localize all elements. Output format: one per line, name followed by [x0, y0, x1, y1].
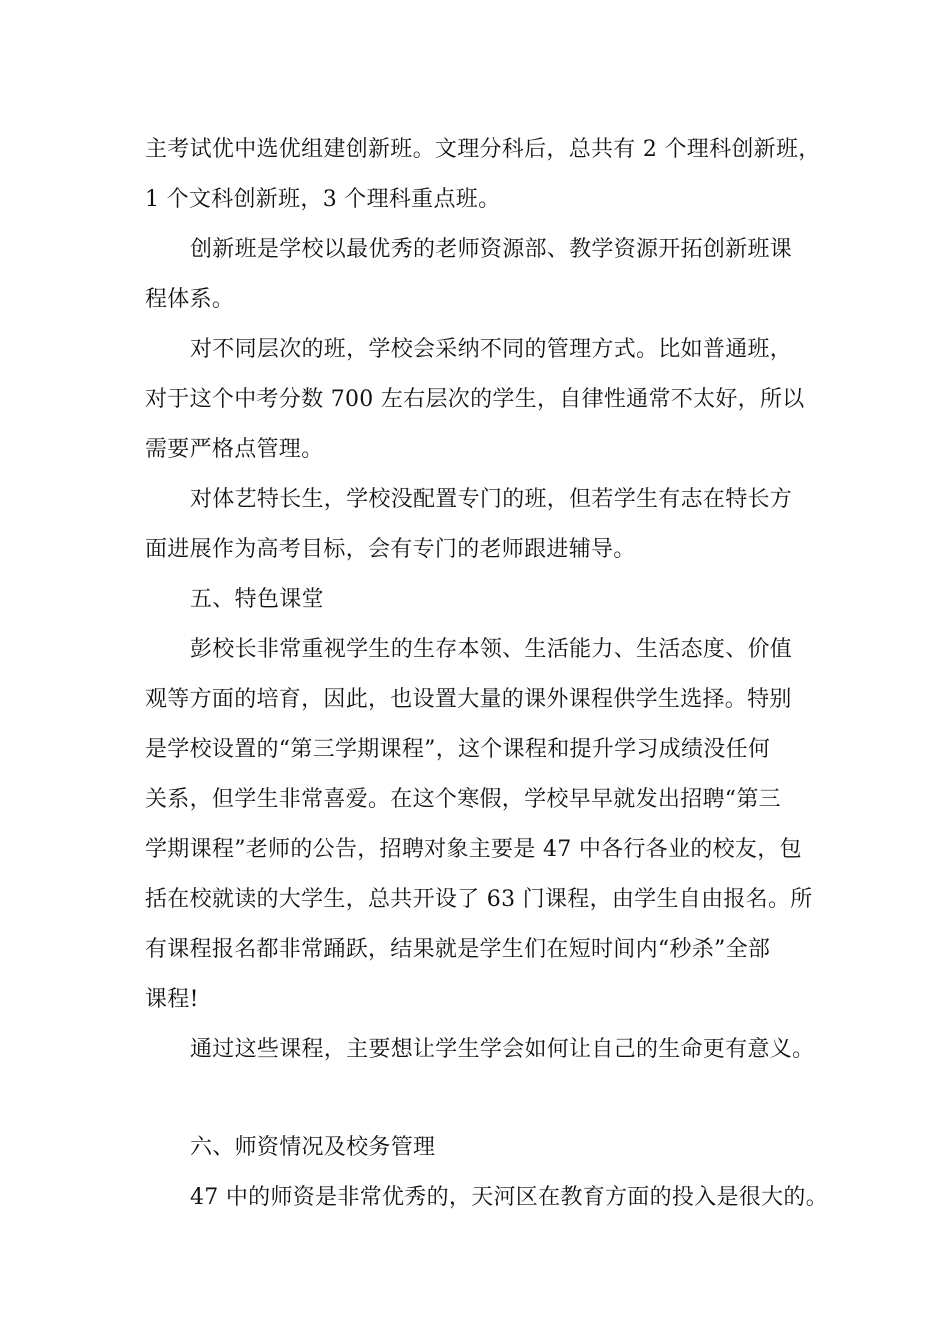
- text-line: 需要严格点管理。: [145, 437, 324, 462]
- text-line: 主考试优中选优组建创新班。文理分科后，总共有 2 个理科创新班，: [145, 137, 821, 162]
- paragraph-start-line: 47 中的师资是非常优秀的，天河区在教育方面的投入是很大的。: [190, 1185, 828, 1210]
- section-heading: 六、师资情况及校务管理: [190, 1135, 436, 1160]
- section-heading: 五、特色课堂: [190, 587, 324, 612]
- paragraph-start-line: 彭校长非常重视学生的生存本领、生活能力、生活态度、价值: [190, 637, 793, 662]
- text-line: 是学校设置的“第三学期课程”，这个课程和提升学习成绩没任何: [145, 737, 771, 762]
- text-line: 课程!: [145, 987, 199, 1012]
- text-line: 学期课程”老师的公告，招聘对象主要是 47 中各行各业的校友，包: [145, 837, 802, 862]
- paragraph-start-line: 创新班是学校以最优秀的老师资源部、教学资源开拓创新班课: [190, 237, 793, 262]
- paragraph-start-line: 对不同层次的班，学校会采纳不同的管理方式。比如普通班，: [190, 337, 793, 362]
- text-line: 观等方面的培育，因此，也设置大量的课外课程供学生选择。特别: [145, 687, 792, 712]
- text-line: 1 个文科创新班，3 个理科重点班。: [145, 187, 501, 212]
- text-line: 关系，但学生非常喜爱。在这个寒假，学校早早就发出招聘“第三: [145, 787, 781, 812]
- text-line: 括在校就读的大学生，总共开设了 63 门课程，由学生自由报名。所: [145, 887, 813, 912]
- text-line: 面进展作为高考目标，会有专门的老师跟进辅导。: [145, 537, 636, 562]
- text-line: 程体系。: [145, 287, 235, 312]
- paragraph-start-line: 通过这些课程，主要想让学生学会如何让自己的生命更有意义。: [190, 1037, 815, 1062]
- text-line: 有课程报名都非常踊跃，结果就是学生们在短时间内“秒杀”全部: [145, 937, 771, 962]
- text-line: 对于这个中考分数 700 左右层次的学生，自律性通常不太好，所以: [145, 387, 805, 412]
- paragraph-start-line: 对体艺特长生，学校没配置专门的班，但若学生有志在特长方: [190, 487, 793, 512]
